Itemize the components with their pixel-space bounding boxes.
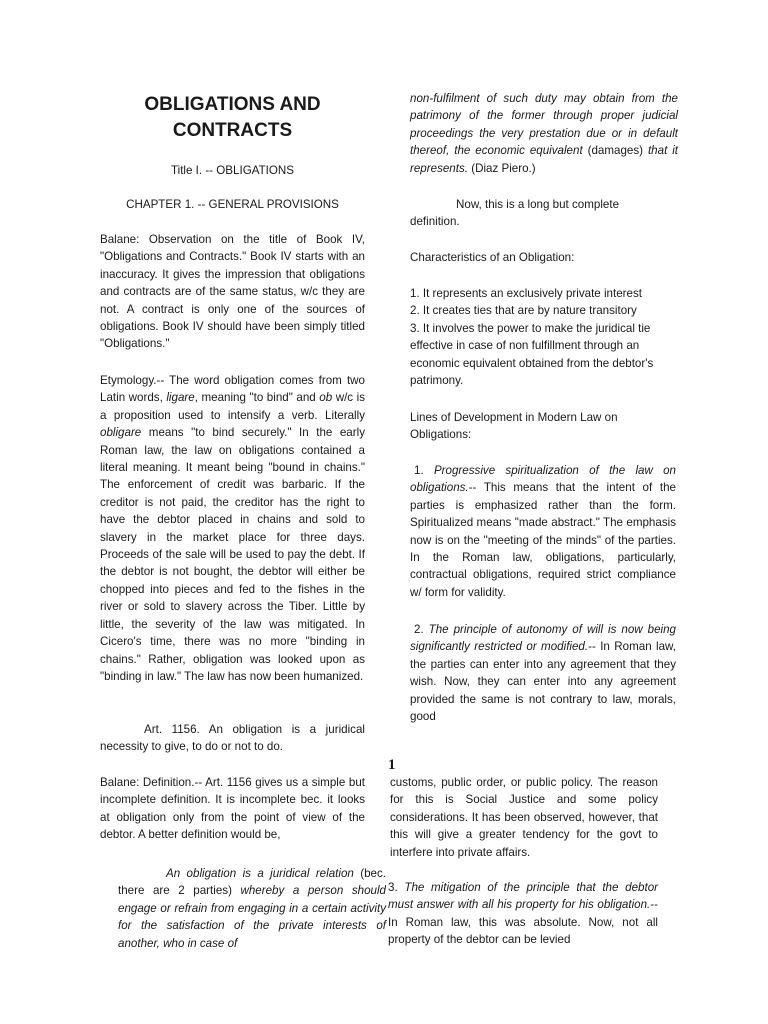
- item-title: The mitigation of the principle that the debtor must answer with all his property for his obligation.: [388, 881, 659, 912]
- text-run: means "to bind securely." In the early Roman law, the law on obligations contained a literal meaning. It meant being "bound in chains." The enforcement of credit was barbaric. If the creditor is not paid, the creditor has the right to have the debtor placed in chains and sold to slavery in the market place for three days. Proceeds of the sale will be used to pay the debt. If the debtor is not bought, the debtor will either be chopped into pieces and fed to the fishes in the river or sold to slavery across the Tiber. Little by little, the severity of the law was mitigated. In Cicero's time, there was no more "binding in chains." Rather, obligation was looked upon as "binding in law." The law has now been humanized.: [100, 426, 365, 683]
- latin-term: obligare: [100, 426, 142, 440]
- development-item-2: [410, 621, 676, 725]
- development-heading: Lines of Development in Modern Law on Obligations:: [410, 411, 618, 442]
- item-title: The principle of autonomy of will is now being significantly restricted or modified.: [410, 623, 676, 654]
- text-run: whereby a person should engage or refrain from engaging in a certain activity for the satisfaction of the private interests of another, who in case of: [118, 884, 386, 950]
- document-title-line: CONTRACTS: [172, 120, 293, 141]
- text-run: non-fulfilment of such duty may obtain from the patrimony of the former through proper judicial proceedings the very prestation due or in default thereof, the economic equivalent: [410, 92, 678, 158]
- characteristics-heading: Characteristics of an Obligation:: [410, 251, 575, 264]
- item-number: 2.: [414, 623, 429, 636]
- list-item: 2. It creates ties that are by nature transitory: [410, 304, 637, 318]
- development-item-1: [410, 462, 676, 601]
- page-number: 1: [388, 757, 396, 773]
- document-title-line: OBLIGATIONS AND: [144, 94, 321, 115]
- item-title: Progressive spiritualization of the law on obligations.: [410, 464, 677, 495]
- document-title: [100, 92, 365, 144]
- definition-continuation: [410, 90, 678, 177]
- paragraph-public-policy: customs, public order, or public policy. The reason for this is Social Justice and some policy considerations. It has been observed, however, that this will give a greater tendency for the govt to interfere into private affairs.: [390, 776, 658, 859]
- item-body: -- In Roman law, this was absolute. Now, not all property of the debtor can be levied: [388, 898, 658, 947]
- item-body: -- This means that the intent of the parties is emphasized rather than the form. Spiritualized means "made abstract." The emphasis now is on the "meeting of the minds" of the parties. In the Roman law, obligations, particularly, contractual obligations, required strict compliance w/ form for validity.: [410, 481, 676, 599]
- paragraph-long-definition-note: Now, this is a long but complete definition.: [410, 198, 620, 229]
- item-number: 1.: [414, 464, 434, 477]
- list-item: 1. It represents an exclusively private interest: [410, 287, 642, 300]
- text-run: An obligation is a juridical relation: [166, 867, 354, 880]
- chapter-heading: CHAPTER 1. -- GENERAL PROVISIONS: [126, 198, 339, 211]
- text-run: (Diaz Piero.): [468, 161, 536, 175]
- text-run: Etymology.-- The word obligation comes from two Latin words,: [100, 374, 365, 405]
- text-run: that it represents.: [410, 144, 679, 175]
- text-run: (bec. there are 2 parties): [118, 867, 386, 898]
- paragraph-definition: Balane: Definition.-- Art. 1156 gives us a simple but incomplete definition. It is incomplete bec. it looks at obligation only from the point of view of the debtor. A better definition would be,: [100, 776, 365, 842]
- paragraph-etymology: [100, 372, 365, 685]
- text-run: , meaning "to bind" and: [194, 391, 320, 405]
- item-number: 3.: [388, 881, 405, 894]
- item-body: -- In Roman law, the parties can enter into any agreement that they wish. Now, they can enter into any agreement provided the same is not contrary to law, morals, good: [410, 640, 676, 724]
- paragraph-book-iv-observation: Balane: Observation on the title of Book IV, "Obligations and Contracts." Book IV starts with an inaccuracy. It gives the impression that obligations and contracts are of the same status, w/c they are not. A contract is only one of the sources of obligations. Book IV should have been simply titled "Obligations.": [100, 233, 365, 351]
- text-run: (damages): [582, 144, 648, 158]
- quoted-definition: [118, 865, 386, 952]
- text-run: w/c is a proposition used to intensify a verb. Literally: [100, 391, 365, 422]
- paragraph-article-1156: Art. 1156. An obligation is a juridical necessity to give, to do or not to do.: [100, 723, 365, 754]
- list-item: 3. It involves the power to make the juridical tie effective in case of non fulfillment through an economic equivalent obtained from the debtor's patrimony.: [410, 321, 654, 388]
- latin-term: ligare: [166, 391, 195, 405]
- characteristics-list: [410, 285, 678, 389]
- development-item-3: [388, 879, 658, 949]
- title-heading: Title I. -- OBLIGATIONS: [170, 164, 295, 177]
- latin-term: ob: [319, 391, 333, 405]
